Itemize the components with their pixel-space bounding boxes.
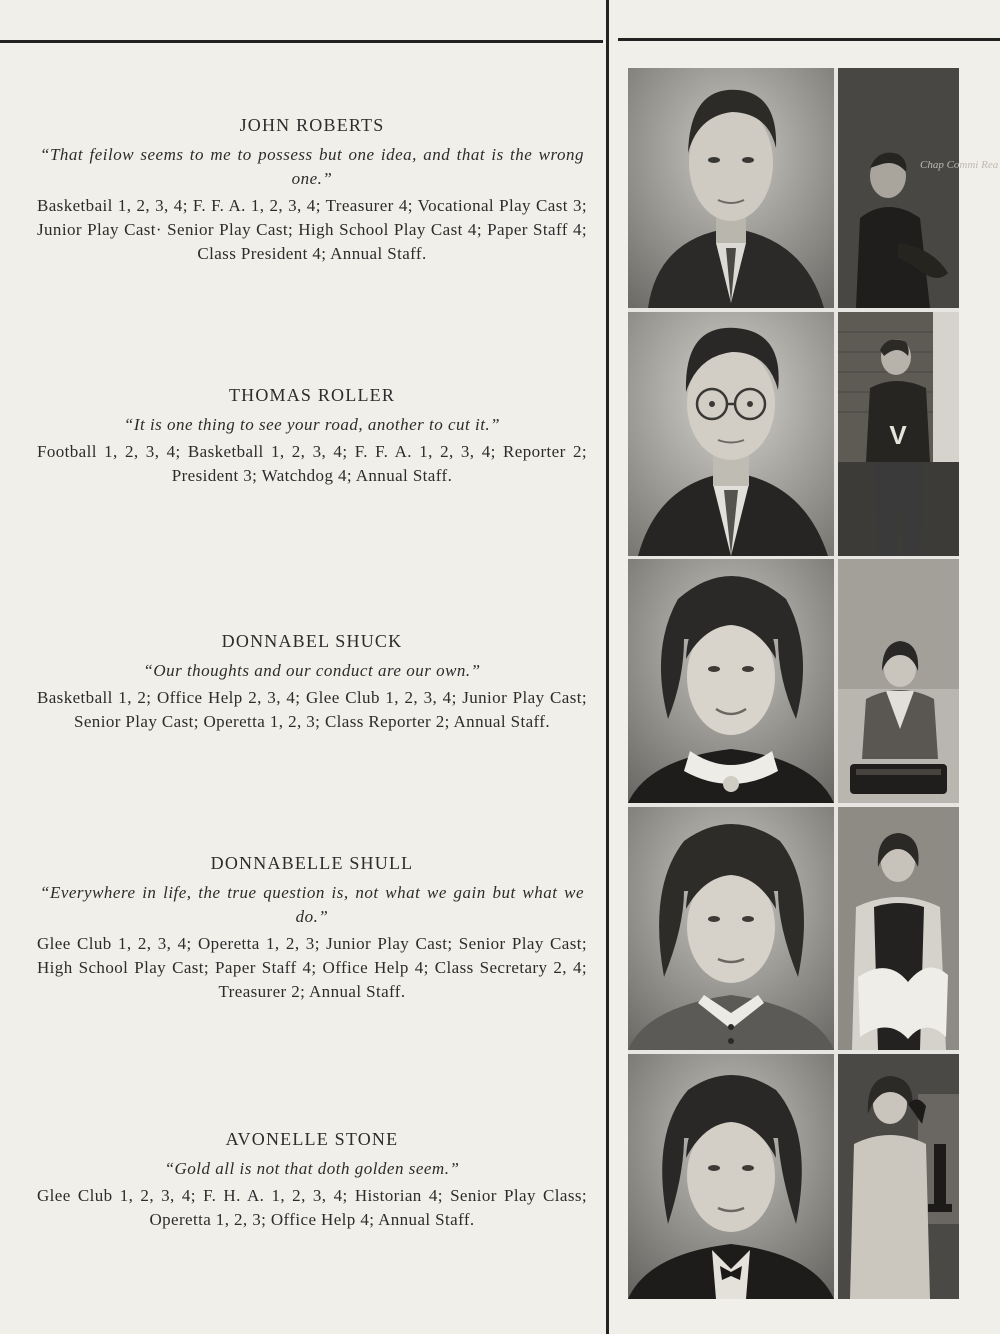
- senior-name: AVONELLE STONE: [225, 1129, 399, 1149]
- senior-name: DONNABEL SHUCK: [221, 631, 403, 651]
- senior-entry-donnabelle-shull: [37, 851, 587, 1004]
- senior-quote: “Our thoughts and our conduct are our own.”: [143, 661, 481, 680]
- candid-photo-avonelle-stone-telephone: [838, 1054, 959, 1299]
- senior-quote: “That feilow seems to me to possess but one idea, and that is the wrong one.”: [40, 145, 584, 188]
- senior-entry-donnabel-shuck: [37, 629, 587, 734]
- candid-photo-john-roberts-chalkboard: [838, 68, 999, 308]
- portrait-photo-donnabel-shuck: [628, 559, 834, 803]
- portrait-photo-john-roberts: [628, 68, 834, 308]
- top-rule-left: [0, 40, 603, 43]
- senior-name: DONNABELLE SHULL: [210, 853, 414, 873]
- senior-entry-avonelle-stone: [37, 1127, 587, 1232]
- column-divider-vertical: [606, 0, 609, 1334]
- photo-row-donnabel-shuck: [628, 559, 959, 803]
- photo-row-john-roberts: [628, 68, 999, 308]
- senior-entry-john-roberts: [37, 113, 587, 266]
- senior-activities: Basketball 1, 2; Office Help 2, 3, 4; Glee Club 1, 2, 3, 4; Junior Play Cast; Senior Play Cast; Operetta 1, 2, 3; Class Reporter 2; Annual Staff.: [37, 688, 587, 731]
- portrait-photo-thomas-roller: [628, 312, 834, 556]
- candid-photo-donnabel-shuck-typewriter: [838, 559, 959, 803]
- senior-activities: Glee Club 1, 2, 3, 4; Operetta 1, 2, 3; Junior Play Cast; Senior Play Cast; High School Play Cast; Paper Staff 4; Office Help 4; Class Secretary 2, 4; Treasurer 2; Annual Staff.: [37, 934, 587, 1001]
- senior-name: THOMAS ROLLER: [228, 385, 396, 405]
- portrait-photo-avonelle-stone: [628, 1054, 834, 1299]
- candid-photo-thomas-roller-sweater: [838, 312, 959, 556]
- senior-activities: Football 1, 2, 3, 4; Basketball 1, 2, 3, 4; F. F. A. 1, 2, 3, 4; Reporter 2; President 3; Watchdog 4; Annual Staff.: [37, 442, 587, 485]
- senior-quote: “It is one thing to see your road, another to cut it.”: [123, 415, 501, 434]
- photo-row-donnabelle-shull: [628, 807, 959, 1050]
- photo-column: [628, 68, 999, 1299]
- candid-photo-donnabelle-shull-reading: [838, 807, 959, 1050]
- photo-row-thomas-roller: [628, 312, 959, 556]
- senior-activities: Glee Club 1, 2, 3, 4; F. H. A. 1, 2, 3, 4; Historian 4; Senior Play Class; Operetta 1, 2, 3; Office Help 4; Annual Staff.: [37, 1186, 587, 1229]
- portrait-photo-donnabelle-shull: [628, 807, 834, 1050]
- senior-quote: “Gold all is not that doth golden seem.”: [164, 1159, 460, 1178]
- top-rule-right: [618, 38, 1000, 41]
- senior-entry-thomas-roller: [37, 383, 587, 488]
- sweater-letter: V: [889, 420, 907, 450]
- senior-quote: “Everywhere in life, the true question is, not what we gain but what we do.”: [40, 883, 584, 926]
- photo-row-avonelle-stone: [628, 1054, 959, 1299]
- chalkboard-writing: Chap Commi Rea: [920, 159, 999, 171]
- senior-activities: Basketbail 1, 2, 3, 4; F. F. A. 1, 2, 3, 4; Treasurer 4; Vocational Play Cast 3; Junior Play Cast· Senior Play Cast; High School Play Cast 4; Paper Staff 4; Class President 4; Annual Staff.: [37, 196, 587, 263]
- senior-name: JOHN ROBERTS: [239, 115, 385, 135]
